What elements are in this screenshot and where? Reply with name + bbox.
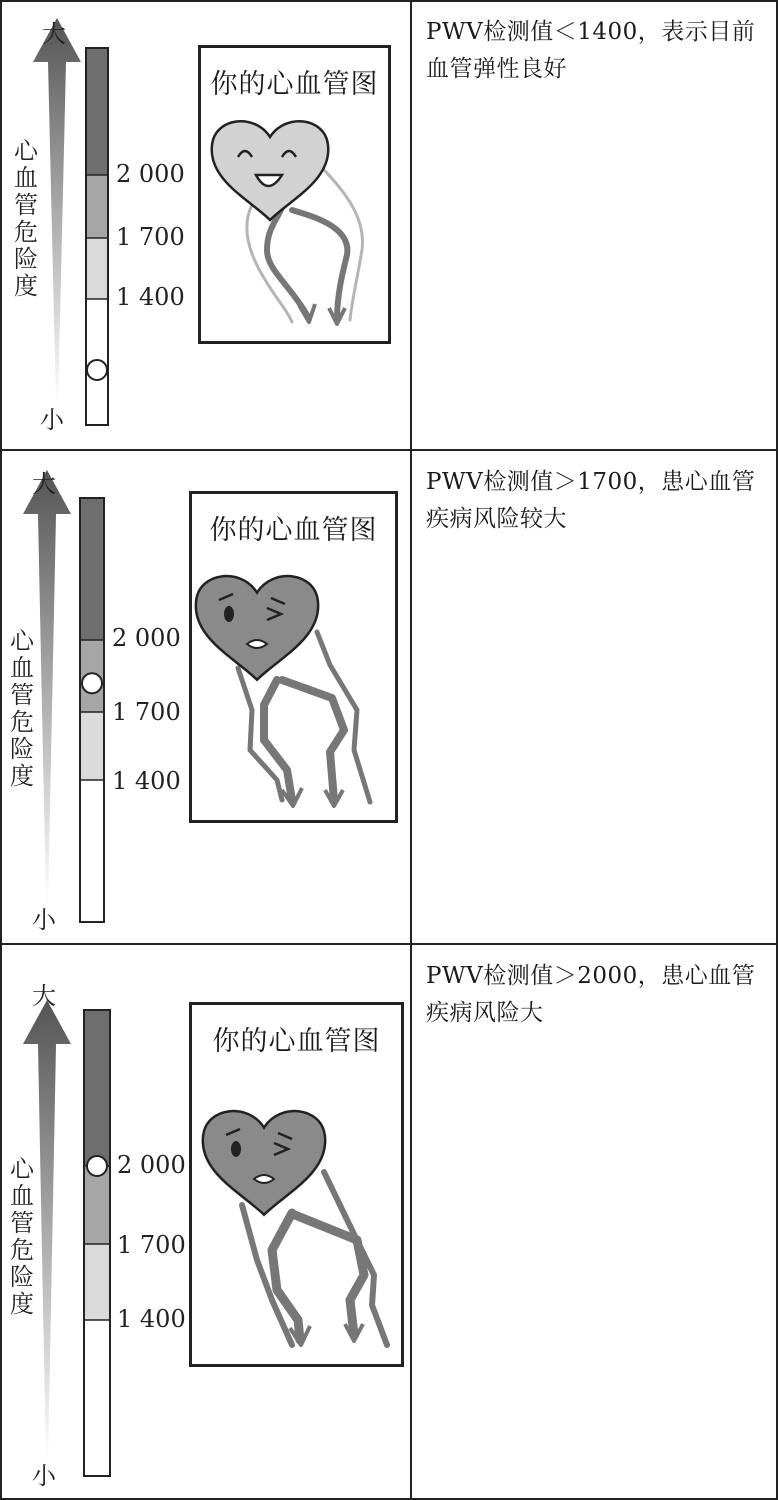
scale-bottom-label: 小 — [32, 1462, 56, 1490]
heart-icon — [203, 1111, 325, 1215]
heart-vessel-illustration — [2, 0, 414, 450]
frame-title: 你的心血管图 — [212, 1026, 381, 1057]
axis-label: 心血管危险度 — [10, 627, 34, 790]
heart-vessel-illustration — [2, 450, 414, 944]
mouth-icon — [254, 1175, 274, 1183]
description-text: PWV检测值＞2000，患心血管疾病风险大 — [426, 963, 756, 1026]
scale-bottom-label: 小 — [32, 906, 56, 934]
description-text: PWV检测值＜1400，表示目前血管弹性良好 — [426, 19, 756, 82]
frame-title: 你的心血管图 — [210, 69, 379, 100]
tick-label-1700: 1 700 — [116, 223, 185, 251]
scale-top-label: 大 — [32, 982, 56, 1010]
heart-group — [212, 121, 363, 324]
description-cell — [412, 944, 778, 1500]
diagram-cell — [0, 944, 412, 1500]
axis-label: 心血管危险度 — [14, 137, 38, 300]
tick-label-1700: 1 700 — [112, 698, 181, 726]
heart-icon — [196, 576, 318, 680]
heart-vessel-illustration — [2, 944, 414, 1500]
blood-vessel — [272, 1213, 300, 1340]
eye-icon — [224, 606, 234, 622]
diagram-cell — [0, 0, 412, 450]
description-cell — [412, 0, 778, 450]
scale-top-label: 大 — [32, 470, 56, 498]
tick-label-1400: 1 400 — [116, 283, 185, 311]
table-row — [0, 0, 778, 450]
tick-label-1400: 1 400 — [117, 1305, 186, 1333]
diagram-cell — [0, 450, 412, 944]
table-row — [0, 944, 778, 1500]
axis-label: 心血管危险度 — [10, 1155, 34, 1318]
mouth-icon — [247, 640, 267, 648]
tick-label-1700: 1 700 — [117, 1231, 186, 1259]
heart-group — [196, 576, 370, 806]
scale-bottom-label: 小 — [40, 406, 64, 434]
heart-group — [203, 1111, 387, 1345]
tick-label-1400: 1 400 — [112, 767, 181, 795]
tick-label-2000: 2 000 — [117, 1151, 186, 1179]
tick-label-2000: 2 000 — [112, 624, 181, 652]
tick-label-2000: 2 000 — [116, 160, 185, 188]
scale-top-label: 大 — [42, 20, 66, 48]
eye-icon — [231, 1141, 241, 1157]
description-text: PWV检测值＞1700，患心血管疾病风险较大 — [426, 469, 756, 532]
frame-title: 你的心血管图 — [209, 515, 378, 546]
blood-vessel — [317, 632, 370, 802]
description-cell — [412, 450, 778, 944]
table-row — [0, 450, 778, 944]
heart-icon — [212, 121, 329, 220]
